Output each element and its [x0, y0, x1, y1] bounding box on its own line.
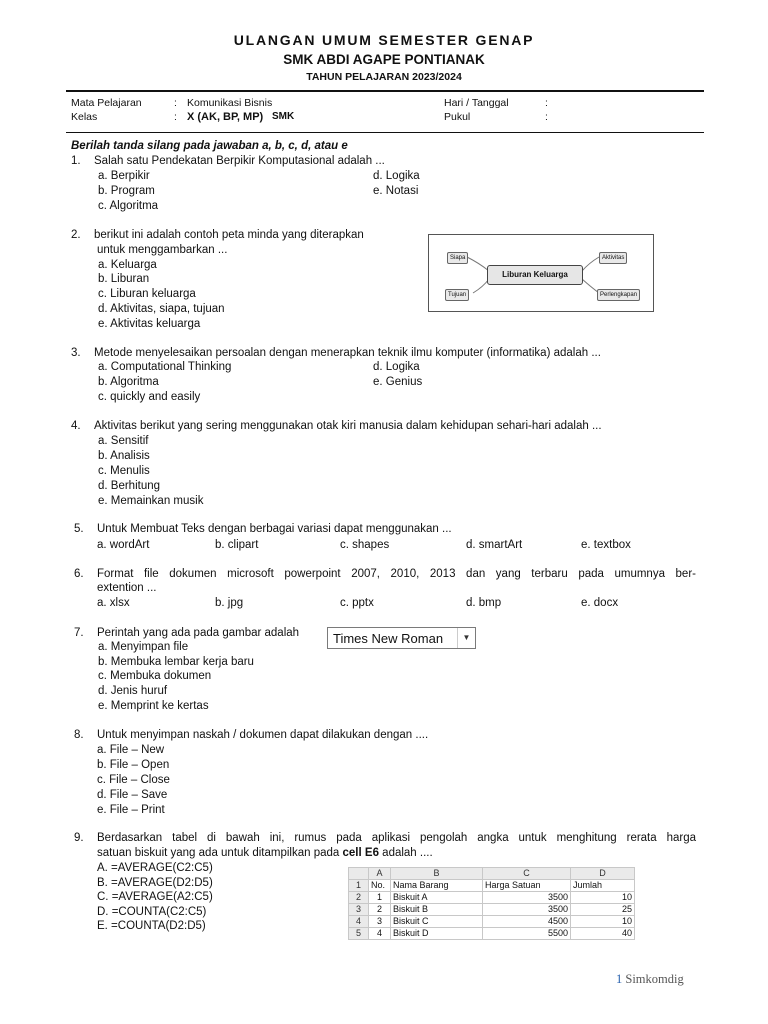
page-number: 1: [616, 972, 623, 986]
q8-option-b: b. File – Open: [97, 759, 170, 771]
table-row: [349, 904, 635, 916]
q4-option-c: c. Menulis: [98, 465, 150, 477]
day-sep: :: [545, 97, 548, 109]
q9-option-c: C. =AVERAGE(A2:C5): [97, 891, 213, 903]
q4-option-a: a. Sensitif: [98, 435, 149, 447]
q2-option-b: b. Liburan: [98, 273, 150, 285]
q3-option-a: a. Computational Thinking: [98, 361, 232, 373]
q6-text-line1: Format file dokumen microsoft powerpoint 2007, 2010, 2013 dan yang terbaru pada umumnya ber-: [97, 568, 696, 580]
time-label: Pukul: [444, 111, 471, 123]
q1-option-b: b. Program: [98, 185, 155, 197]
row-header: 5: [349, 928, 369, 940]
q4-option-e: e. Memainkan musik: [98, 495, 204, 507]
table-cell: Biskuit B: [391, 904, 483, 916]
table-cell: Jumlah: [571, 880, 635, 892]
column-header: A: [369, 868, 391, 880]
q7-number: 7.: [74, 627, 84, 639]
q1-option-a: a. Berpikir: [98, 170, 150, 182]
school-name: SMK ABDI AGAPE PONTIANAK: [283, 52, 485, 67]
q9-text-line1: Berdasarkan tabel di bawah ini, rumus pada aplikasi pengolah angka untuk menghitung rerata harga: [97, 832, 696, 844]
table-cell: Biskuit C: [391, 916, 483, 928]
q6-text-line2: extention ...: [97, 582, 157, 594]
q5-option-d: d. smartArt: [466, 539, 523, 551]
q2-option-e: e. Aktivitas keluarga: [98, 318, 201, 330]
class-suffix: SMK: [272, 111, 295, 122]
table-cell: No.: [369, 880, 391, 892]
time-sep: :: [545, 111, 548, 123]
q5-text: Untuk Membuat Teks dengan berbagai variasi dapat menggunakan ...: [97, 523, 452, 535]
mind-map-figure: [428, 234, 654, 312]
q9-target-cell: cell E6: [342, 847, 379, 859]
q8-number: 8.: [74, 729, 84, 741]
spreadsheet-column-headers: [349, 868, 635, 880]
q9-text-line2-end: adalah ....: [382, 847, 433, 859]
spreadsheet-table: [348, 867, 635, 940]
q1-option-d: d. Logika: [373, 170, 420, 182]
q5-option-a: a. wordArt: [97, 539, 150, 551]
q5-option-c: c. shapes: [340, 539, 390, 551]
q4-text: Aktivitas berikut yang sering menggunakan otak kiri manusia dalam kehidupan sehari-hari adalah ...: [94, 420, 602, 432]
day-label: Hari / Tanggal: [444, 97, 509, 109]
row-header: 4: [349, 916, 369, 928]
table-cell: 40: [571, 928, 635, 940]
q1-option-e: e. Notasi: [373, 185, 419, 197]
mind-map-node-aktivitas: Aktivitas: [599, 252, 627, 264]
q2-option-a: a. Keluarga: [98, 259, 157, 271]
q4-option-b: b. Analisis: [98, 450, 150, 462]
q5-option-b: b. clipart: [215, 539, 259, 551]
subject-value: Komunikasi Bisnis: [187, 97, 273, 109]
q3-number: 3.: [71, 347, 81, 359]
table-row: [349, 892, 635, 904]
table-cell: 4500: [483, 916, 571, 928]
q3-option-b: b. Algoritma: [98, 376, 159, 388]
q3-option-d: d. Logika: [373, 361, 420, 373]
column-header: C: [483, 868, 571, 880]
mind-map-node-perlengkapan: Perlengkapan: [597, 289, 640, 301]
table-row: [349, 928, 635, 940]
row-header: 1: [349, 880, 369, 892]
q1-text: Salah satu Pendekatan Berpikir Komputasional adalah ...: [94, 155, 385, 167]
q7-text: Perintah yang ada pada gambar adalah: [97, 627, 300, 639]
q4-option-d: d. Berhitung: [98, 480, 161, 492]
q5-option-e: e. textbox: [581, 539, 631, 551]
q2-option-d: d. Aktivitas, siapa, tujuan: [98, 303, 225, 315]
q6-option-b: b. jpg: [215, 597, 244, 609]
q9-option-b: B. =AVERAGE(D2:D5): [97, 877, 213, 889]
q3-text: Metode menyelesaikan persoalan dengan menerapkan teknik ilmu komputer (informatika) adalah ...: [94, 347, 601, 359]
mind-map-node-siapa: Siapa: [447, 252, 468, 264]
q7-option-a: a. Menyimpan file: [98, 641, 189, 653]
q6-option-c: c. pptx: [340, 597, 374, 609]
q7-option-d: d. Jenis huruf: [98, 685, 168, 697]
q6-option-a: a. xlsx: [97, 597, 130, 609]
table-cell: Biskuit D: [391, 928, 483, 940]
q3-option-e: e. Genius: [373, 376, 423, 388]
q7-option-c: c. Membuka dokumen: [98, 670, 212, 682]
table-cell: Harga Satuan: [483, 880, 571, 892]
table-cell: Biskuit A: [391, 892, 483, 904]
table-cell: 3: [369, 916, 391, 928]
header-divider-top: [66, 90, 704, 92]
table-cell: 3500: [483, 892, 571, 904]
table-cell: 10: [571, 892, 635, 904]
subject-label: Mata Pelajaran: [71, 97, 142, 109]
column-header: B: [391, 868, 483, 880]
footer-brand: Simkomdig: [625, 972, 684, 986]
table-cell: 10: [571, 916, 635, 928]
q8-text: Untuk menyimpan naskah / dokumen dapat dilakukan dengan ....: [97, 729, 429, 741]
q8-option-d: d. File – Save: [97, 789, 168, 801]
q6-number: 6.: [74, 568, 84, 580]
q9-text-line2-start: satuan biskuit yang ada untuk ditampilkan pada: [97, 847, 340, 859]
q2-text-line2: untuk menggambarkan ...: [97, 244, 228, 256]
exam-title: ULANGAN UMUM SEMESTER GENAP: [233, 32, 535, 48]
q8-option-c: c. File – Close: [97, 774, 170, 786]
q3-option-c: c. quickly and easily: [98, 391, 201, 403]
q1-option-c: c. Algoritma: [98, 200, 159, 212]
table-cell: 4: [369, 928, 391, 940]
q9-option-a: A. =AVERAGE(C2:C5): [97, 862, 213, 874]
row-header: 2: [349, 892, 369, 904]
q8-option-a: a. File – New: [97, 744, 165, 756]
table-cell: 3500: [483, 904, 571, 916]
table-row: [349, 916, 635, 928]
q5-number: 5.: [74, 523, 84, 535]
class-sep: :: [174, 111, 177, 123]
instruction: Berilah tanda silang pada jawaban a, b, c, d, atau e: [71, 140, 348, 152]
q7-option-b: b. Membuka lembar kerja baru: [98, 656, 254, 668]
q2-option-c: c. Liburan keluarga: [98, 288, 196, 300]
table-cell: Nama Barang: [391, 880, 483, 892]
header-divider-bottom: [66, 132, 704, 133]
font-name-value: Times New Roman: [333, 631, 444, 646]
table-cell: 25: [571, 904, 635, 916]
spreadsheet-corner: [349, 868, 369, 880]
q2-text-line1: berikut ini adalah contoh peta minda yang diterapkan: [94, 229, 364, 241]
q4-number: 4.: [71, 420, 81, 432]
table-cell: 5500: [483, 928, 571, 940]
row-header: 3: [349, 904, 369, 916]
q9-text-line2: [97, 846, 433, 861]
q1-number: 1.: [71, 155, 81, 167]
table-cell: 2: [369, 904, 391, 916]
class-label: Kelas: [71, 111, 98, 123]
q9-option-e: E. =COUNTA(D2:D5): [97, 920, 206, 932]
q6-option-e: e. docx: [581, 597, 619, 609]
mind-map-center: Liburan Keluarga: [487, 265, 583, 285]
column-header: D: [571, 868, 635, 880]
q7-option-e: e. Memprint ke kertas: [98, 700, 209, 712]
class-value: X (AK, BP, MP): [187, 111, 264, 123]
q9-number: 9.: [74, 832, 84, 844]
mind-map-node-tujuan: Tujuan: [445, 289, 469, 301]
q6-option-d: d. bmp: [466, 597, 502, 609]
table-cell: 1: [369, 892, 391, 904]
font-name-dropdown: [327, 627, 476, 649]
subject-sep: :: [174, 97, 177, 109]
academic-year: TAHUN PELAJARAN 2023/2024: [306, 71, 462, 83]
page-footer: [616, 972, 684, 987]
q9-option-d: D. =COUNTA(C2:C5): [97, 906, 207, 918]
dropdown-arrow-icon: ▼: [457, 628, 475, 648]
table-row: [349, 880, 635, 892]
q2-number: 2.: [71, 229, 81, 241]
q8-option-e: e. File – Print: [97, 804, 165, 816]
